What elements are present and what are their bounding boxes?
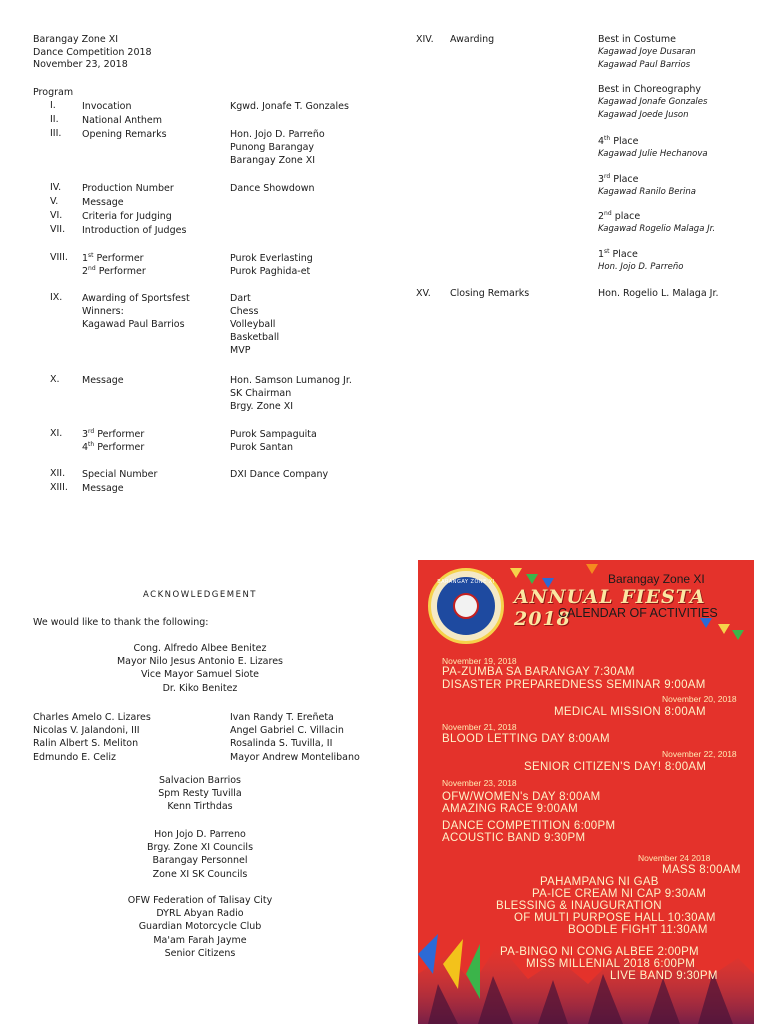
header-date: November 23, 2018: [33, 59, 128, 70]
ack-name: Brgy. Zone XI Councils: [146, 842, 254, 854]
poster-event-line: DISASTER PREPAREDNESS SEMINAR 9:00AM: [442, 679, 706, 691]
award-title: 3rd Place: [598, 172, 639, 185]
poster-event-line: BOODLE FIGHT 11:30AM: [568, 924, 708, 936]
document-header: [33, 34, 152, 72]
awarding-label: Awarding: [450, 34, 495, 45]
closing-label: Closing Remarks: [450, 288, 530, 299]
ack-name: Cong. Alfredo Albee Benitez: [133, 643, 267, 654]
program-assignee-text: Kgwd. Jonafe T. Gonzales: [230, 101, 349, 112]
ack-name: Barangay Personnel: [152, 855, 248, 867]
ack-name: Edmundo E. Celiz: [33, 751, 116, 763]
program-number: IV.: [50, 182, 62, 193]
ack-name: Charles Amelo C. Lizares: [33, 712, 151, 723]
program-assignee-text: Purok Santan: [230, 442, 294, 453]
program-item: [82, 482, 124, 495]
program-item: [82, 196, 124, 209]
ack-group-officials: [0, 642, 400, 695]
program-item: [82, 374, 124, 387]
program-assignee-text: Purok Paghida-et: [230, 266, 311, 277]
program-assignee-text: Chess: [230, 306, 259, 317]
program-item: [82, 182, 174, 195]
program-assignee-text: Volleyball: [230, 319, 276, 330]
program-item-text: Criteria for Judging: [82, 211, 172, 222]
program-number: VII.: [50, 224, 66, 235]
poster-event-line: SENIOR CITIZEN'S DAY! 8:00AM: [524, 761, 707, 773]
ack-right-column: [230, 711, 360, 764]
program-assignee: [230, 468, 328, 481]
award-recipient: Kagawad Paul Barrios: [598, 59, 691, 70]
poster-event-line: LIVE BAND 9:30PM: [610, 970, 718, 982]
seal-text: BARANGAY ZONE XI: [437, 579, 495, 585]
ack-name: Kenn Tirthdas: [167, 801, 233, 813]
program-assignee: [230, 374, 352, 413]
award-title: 1st Place: [598, 247, 638, 260]
poster-fiesta-title: ANNUAL FIESTA 2018: [514, 586, 706, 630]
poster-event-date: November 21, 2018: [442, 722, 517, 732]
poster-event-line: BLESSING & INAUGURATION: [496, 900, 662, 912]
award-block: [598, 174, 696, 199]
ack-name: Ivan Randy T. Ereñeta: [230, 712, 334, 723]
program-item-text: Awarding of Sportsfest: [82, 293, 190, 304]
poster-event-date: November 24 2018: [638, 853, 711, 863]
poster-event-date: November 23, 2018: [442, 778, 517, 788]
ack-name: Zone XI SK Councils: [152, 868, 248, 880]
award-block: [598, 34, 696, 71]
program-item-text: 3rd Performer: [82, 427, 145, 440]
program-item-text: Message: [82, 483, 124, 494]
header-event: Dance Competition 2018: [33, 46, 152, 58]
program-item-text: Message: [82, 197, 124, 208]
poster-event-line: MEDICAL MISSION 8:00AM: [554, 706, 706, 718]
program-label: Program: [33, 87, 74, 98]
ack-name: Dr. Kiko Benitez: [162, 682, 238, 694]
program-assignee-text: Purok Sampaguita: [230, 429, 317, 440]
ack-group-four: [0, 894, 400, 960]
poster-event-line: DANCE COMPETITION 6:00PM: [442, 820, 616, 832]
ack-name: Senior Citizens: [164, 947, 236, 959]
poster-calendar-title: CALENDAR OF ACTIVITIES: [558, 606, 718, 620]
program-item: [82, 224, 186, 237]
poster-event-line: PA-BINGO NI CONG ALBEE 2:00PM: [500, 946, 699, 958]
program-assignee-text: Hon. Samson Lumanog Jr.: [230, 375, 352, 386]
ack-name: Rosalinda S. Tuvilla, II: [230, 738, 333, 750]
poster-event-line: BLOOD LETTING DAY 8:00AM: [442, 733, 610, 745]
ack-name: Guardian Motorcycle Club: [138, 921, 262, 933]
poster-event-line: MISS MILLENIAL 2018 6:00PM: [526, 958, 696, 970]
ack-name: Hon Jojo D. Parreno: [154, 829, 246, 840]
program-item-text: Winners:: [82, 306, 124, 317]
poster-event-line: ACOUSTIC BAND 9:30PM: [442, 832, 586, 844]
award-recipient: Kagawad Jonafe Gonzales: [598, 97, 708, 107]
award-title: 4th Place: [598, 134, 639, 147]
ack-name: Spm Resty Tuvilla: [158, 788, 242, 800]
program-item-text: Introduction of Judges: [82, 225, 187, 236]
poster-event-line: OFW/WOMEN's DAY 8:00AM: [442, 791, 601, 803]
program-assignee-text: DXI Dance Company: [230, 469, 329, 480]
ack-name: Mayor Andrew Montelibano: [230, 751, 360, 763]
program-assignee-text: Punong Barangay: [230, 142, 315, 153]
bunting-flag-icon: [510, 568, 522, 578]
program-number: XIII.: [50, 482, 68, 493]
poster-event-line: PA-ZUMBA SA BARANGAY 7:30AM: [442, 666, 635, 678]
program-item: [82, 428, 144, 454]
program-item-text: Message: [82, 375, 124, 386]
ack-name: Ralin Albert S. Meliton: [33, 738, 139, 750]
award-recipient: Kagawad Julie Hechanova: [598, 149, 708, 159]
program-assignee: [230, 128, 325, 167]
award-recipient: Kagawad Joye Dusaran: [598, 47, 696, 57]
program-assignee: [230, 100, 349, 113]
program-assignee-text: Basketball: [230, 332, 280, 343]
program-item-text: Production Number: [82, 183, 174, 194]
program-item-text: 2nd Performer: [82, 264, 146, 277]
program-assignee-text: Dance Showdown: [230, 183, 315, 194]
program-number: II.: [50, 114, 59, 125]
award-recipient: Kagawad Rogelio Malaga Jr.: [598, 224, 716, 234]
bunting-flag-icon: [732, 630, 744, 640]
program-item: [82, 210, 172, 223]
program-number: IX.: [50, 292, 63, 303]
poster-event-line: OF MULTI PURPOSE HALL 10:30AM: [514, 912, 716, 924]
ack-name: Vice Mayor Samuel Siote: [140, 669, 260, 681]
closing-number: XV.: [416, 288, 431, 299]
award-title: 2nd place: [598, 209, 641, 222]
program-assignee: [230, 182, 315, 195]
program-item-text: Special Number: [82, 469, 158, 480]
program-number: III.: [50, 128, 62, 139]
program-number: V.: [50, 196, 59, 207]
program-number: X.: [50, 374, 60, 385]
fiesta-poster: [418, 560, 754, 1024]
program-assignee-text: Hon. Jojo D. Parreño: [230, 129, 325, 140]
award-recipient: Kagawad Ranilo Berina: [598, 187, 696, 197]
acknowledgement-title: ACKNOWLEDGEMENT: [143, 590, 257, 600]
award-title: Best in Choreography: [598, 84, 701, 95]
ack-name: Ma'am Farah Jayme: [153, 934, 247, 946]
award-block: [598, 84, 707, 121]
program-assignee: [230, 292, 279, 357]
ack-left-column: [33, 711, 151, 764]
program-item: [82, 114, 162, 127]
ack-name: Angel Gabriel C. Villacin: [230, 725, 344, 737]
program-item-text: Opening Remarks: [82, 129, 167, 140]
poster-event-line: MASS 8:00AM: [662, 864, 741, 876]
program-number: VIII.: [50, 252, 68, 263]
poster-event-line: AMAZING RACE 9:00AM: [442, 803, 579, 815]
bunting-flag-icon: [586, 564, 598, 574]
poster-event-line: PA-ICE CREAM NI CAP 9:30AM: [532, 888, 707, 900]
closing-speaker: Hon. Rogelio L. Malaga Jr.: [598, 288, 719, 299]
ack-group-three: [0, 828, 400, 881]
award-block: [598, 249, 683, 274]
ack-group-two: [0, 774, 400, 814]
award-title: Best in Costume: [598, 34, 676, 45]
program-assignee-text: SK Chairman: [230, 388, 292, 399]
program-number: I.: [50, 100, 56, 111]
award-recipient: Kagawad Joede Juson: [598, 109, 689, 120]
bunting-flag-icon: [526, 574, 538, 584]
program-number: XII.: [50, 468, 66, 479]
poster-event-line: PAHAMPANG NI GAB: [540, 876, 659, 888]
poster-event-date: November 20, 2018: [662, 694, 737, 704]
program-item-text: National Anthem: [82, 115, 162, 126]
program-item: [82, 468, 157, 481]
program-item: [82, 292, 190, 331]
ack-name: Nicolas V. Jalandoni, III: [33, 725, 140, 737]
program-item-text: Invocation: [82, 101, 132, 112]
awarding-number: XIV.: [416, 34, 434, 45]
program-item: [82, 252, 146, 278]
ack-name: DYRL Abyan Radio: [156, 908, 244, 920]
program-assignee-text: Brgy. Zone XI: [230, 401, 294, 412]
barangay-seal-icon: [428, 568, 504, 644]
award-block: [598, 211, 715, 236]
program-assignee: [230, 252, 313, 278]
program-assignee-text: Barangay Zone XI: [230, 155, 316, 166]
ack-name: Salvacion Barrios: [158, 775, 242, 786]
program-item-text: 1st Performer: [82, 251, 144, 264]
program-item: [82, 128, 167, 141]
ack-name: OFW Federation of Talisay City: [127, 895, 273, 906]
program-number: XI.: [50, 428, 63, 439]
poster-zone-title: Barangay Zone XI: [608, 572, 705, 586]
award-block: [598, 136, 708, 161]
poster-event-date: November 22, 2018: [662, 749, 737, 759]
program-item: [82, 100, 132, 113]
poster-event-date: November 19, 2018: [442, 656, 517, 666]
acknowledgement-intro: We would like to thank the following:: [33, 617, 209, 628]
program-assignee: [230, 428, 317, 454]
program-number: VI.: [50, 210, 63, 221]
award-recipient: Hon. Jojo D. Parreño: [598, 262, 684, 272]
program-assignee-text: MVP: [230, 345, 251, 356]
program-item-text: 4th Performer: [82, 440, 145, 453]
program-assignee-text: Purok Everlasting: [230, 253, 313, 264]
program-item-text: Kagawad Paul Barrios: [82, 319, 185, 330]
header-barangay: Barangay Zone XI: [33, 34, 119, 45]
program-assignee-text: Dart: [230, 293, 251, 304]
ack-name: Mayor Nilo Jesus Antonio E. Lizares: [116, 656, 283, 668]
